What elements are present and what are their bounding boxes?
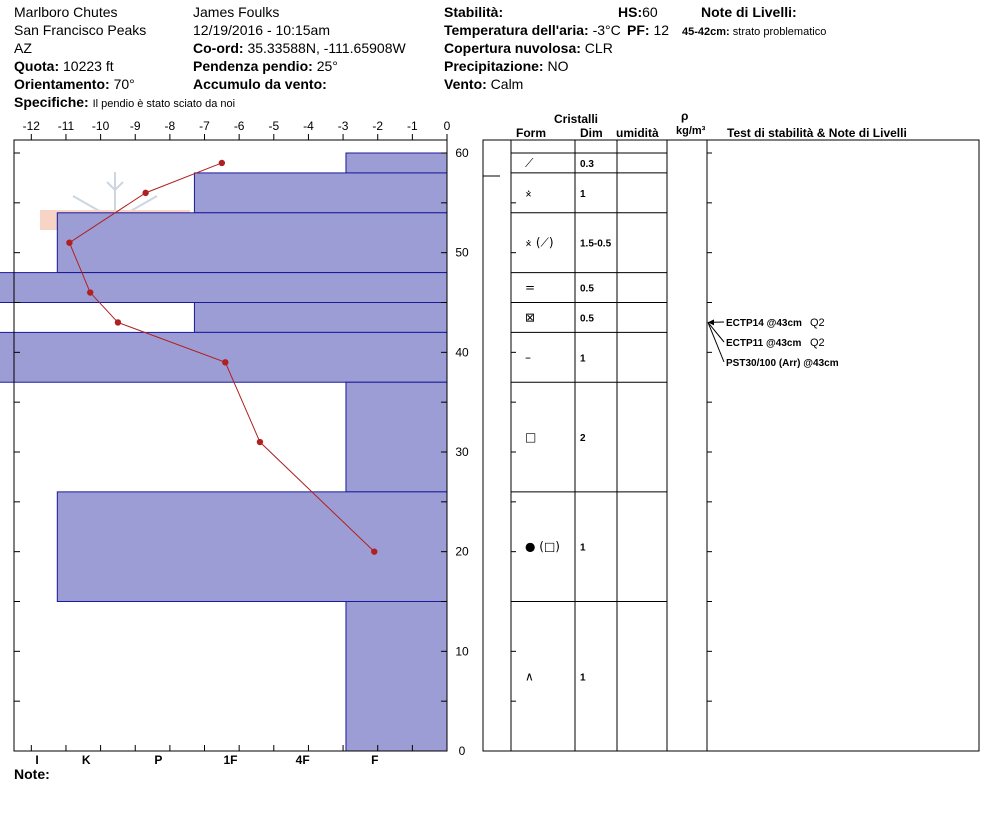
temp-tick-label: -11: [57, 119, 75, 133]
temp-tick-label: -10: [91, 119, 110, 133]
layer-notes-title: Note di Livelli:: [701, 4, 797, 20]
temp-tick-label: -8: [164, 119, 176, 133]
hardness-label: 1F: [223, 753, 238, 767]
coord-value: 35.33588N, -111.65908W: [247, 40, 406, 56]
moisture-header: umidità: [616, 126, 659, 140]
pf-value: 12: [653, 22, 670, 38]
grain-size: 0.5: [580, 283, 594, 295]
temp-tick-label: -7: [199, 119, 210, 133]
hardness-layer-1: [194, 173, 447, 213]
aspect-value: 70°: [113, 76, 135, 92]
stability-test-quality: Q2: [810, 337, 825, 349]
temp-tick-label: -2: [372, 119, 384, 133]
specifics-value: Il pendio è stato sciato da noi: [92, 98, 236, 110]
grain-form-symbol: –: [525, 350, 531, 365]
temp-tick-label: -9: [129, 119, 141, 133]
temp-tick-label: -1: [407, 119, 418, 133]
specifics-label: Specifiche:: [14, 94, 89, 110]
hardness-layer-8: [346, 602, 447, 752]
tests-header: Test di stabilità & Note di Livelli: [727, 126, 907, 140]
density-symbol: ρ: [681, 109, 689, 123]
temperature-point: [66, 240, 72, 246]
temp-tick-label: -12: [22, 119, 40, 133]
observation-datetime: 12/19/2016 - 10:15am: [193, 22, 330, 38]
temp-tick-label: -3: [337, 119, 349, 133]
grain-form-symbol: ⊠: [525, 310, 536, 325]
hardness-label: I: [35, 753, 39, 767]
density-unit: kg/m³: [676, 125, 706, 137]
grain-form-symbol: ⟋: [525, 155, 534, 170]
state-name: AZ: [14, 40, 32, 56]
grain-size: 1: [580, 353, 586, 365]
observer-name: James Foulks: [193, 4, 280, 20]
hardness-layer-3: [0, 273, 447, 303]
height-tick-label: 20: [455, 544, 469, 559]
sky-value: CLR: [584, 40, 613, 56]
temperature-point: [142, 190, 148, 196]
grain-form-symbol: ⨰ (⟋): [525, 235, 554, 250]
precip-value: NO: [547, 58, 569, 74]
grain-form-symbol: ⨰: [525, 185, 533, 200]
height-tick-label: 30: [455, 445, 469, 459]
hardness-layer-6: [346, 382, 447, 492]
stability-test-quality: Q2: [810, 317, 825, 329]
hardness-label: K: [81, 753, 91, 767]
grain-form-symbol: ● (□): [525, 539, 560, 554]
grain-form-symbol: =: [525, 280, 536, 295]
wind-value: Calm: [490, 76, 524, 92]
notes-label: Note:: [14, 766, 50, 782]
table-frame: [483, 140, 979, 751]
height-tick-label: 60: [455, 146, 469, 160]
height-tick-label: 50: [455, 245, 469, 260]
grain-size: 0.3: [580, 158, 594, 170]
temperature-point: [257, 439, 263, 445]
air-temp-label: Temperatura dell'aria:: [444, 22, 589, 38]
stability-test-name: ECTP11 @43cm: [726, 338, 802, 349]
height-tick-label: 10: [455, 644, 469, 659]
sky-label: Copertura nuvolosa:: [444, 40, 581, 56]
slope-value: 25°: [316, 58, 338, 74]
layer-note-range: 45-42cm:: [682, 26, 730, 38]
precip-label: Precipitazione:: [444, 58, 544, 74]
grain-size: 1: [580, 542, 586, 554]
hardness-label: P: [154, 753, 163, 767]
size-header: Dim: [580, 126, 603, 140]
hardness-layer-4: [194, 303, 447, 333]
stability-label: Stabilità:: [444, 4, 504, 20]
hardness-layer-5: [0, 332, 447, 382]
grain-form-symbol: □: [525, 430, 537, 445]
layer-note-text: strato problematico: [732, 26, 827, 38]
hs-value: 60: [642, 4, 658, 20]
region-name: San Francisco Peaks: [14, 22, 147, 38]
grain-size: 0.5: [580, 313, 594, 325]
hardness-label: 4F: [295, 753, 310, 767]
elevation-label: Quota:: [14, 58, 60, 74]
stability-test-name: PST30/100 (Arr) @43cm: [726, 358, 839, 369]
temperature-point: [115, 319, 121, 325]
test-pointer: [708, 322, 724, 342]
wind-label: Vento:: [444, 76, 487, 92]
slope-label: Pendenza pendio:: [193, 58, 313, 74]
pf-label: PF:: [627, 22, 650, 38]
elevation-value: 10223 ft: [63, 58, 114, 74]
hardness-layer-0: [346, 153, 447, 173]
temp-tick-label: -4: [303, 119, 314, 133]
stability-test-name: ECTP14 @43cm: [726, 318, 802, 329]
temp-tick-label: -5: [268, 119, 280, 133]
coord-label: Co-ord:: [193, 40, 244, 56]
aspect-label: Orientamento:: [14, 76, 110, 92]
form-header: Form: [516, 126, 546, 140]
hardness-label: F: [371, 753, 379, 767]
grain-size: 1: [580, 672, 586, 684]
test-pointer: [708, 322, 724, 362]
grain-size: 2: [580, 433, 586, 445]
air-temp-value: -3°C: [592, 22, 621, 38]
temp-tick-label: 0: [443, 119, 451, 133]
grain-size: 1.5-0.5: [580, 238, 612, 250]
hs-label: HS:: [618, 4, 643, 20]
temperature-point: [222, 359, 228, 365]
temperature-point: [371, 548, 377, 554]
temperature-point: [87, 289, 93, 295]
hardness-layer-2: [57, 213, 447, 273]
temp-tick-label: -6: [233, 119, 245, 133]
grain-form-symbol: ∧: [525, 669, 534, 684]
wind-loading-label: Accumulo da vento:: [193, 76, 327, 92]
location-name: Marlboro Chutes: [14, 4, 118, 20]
crystals-header: Cristalli: [554, 112, 599, 126]
height-tick-label: 0: [458, 744, 466, 758]
temperature-point: [219, 160, 225, 166]
grain-size: 1: [580, 188, 586, 200]
hardness-layer-7: [57, 492, 447, 602]
height-tick-label: 40: [455, 345, 469, 360]
